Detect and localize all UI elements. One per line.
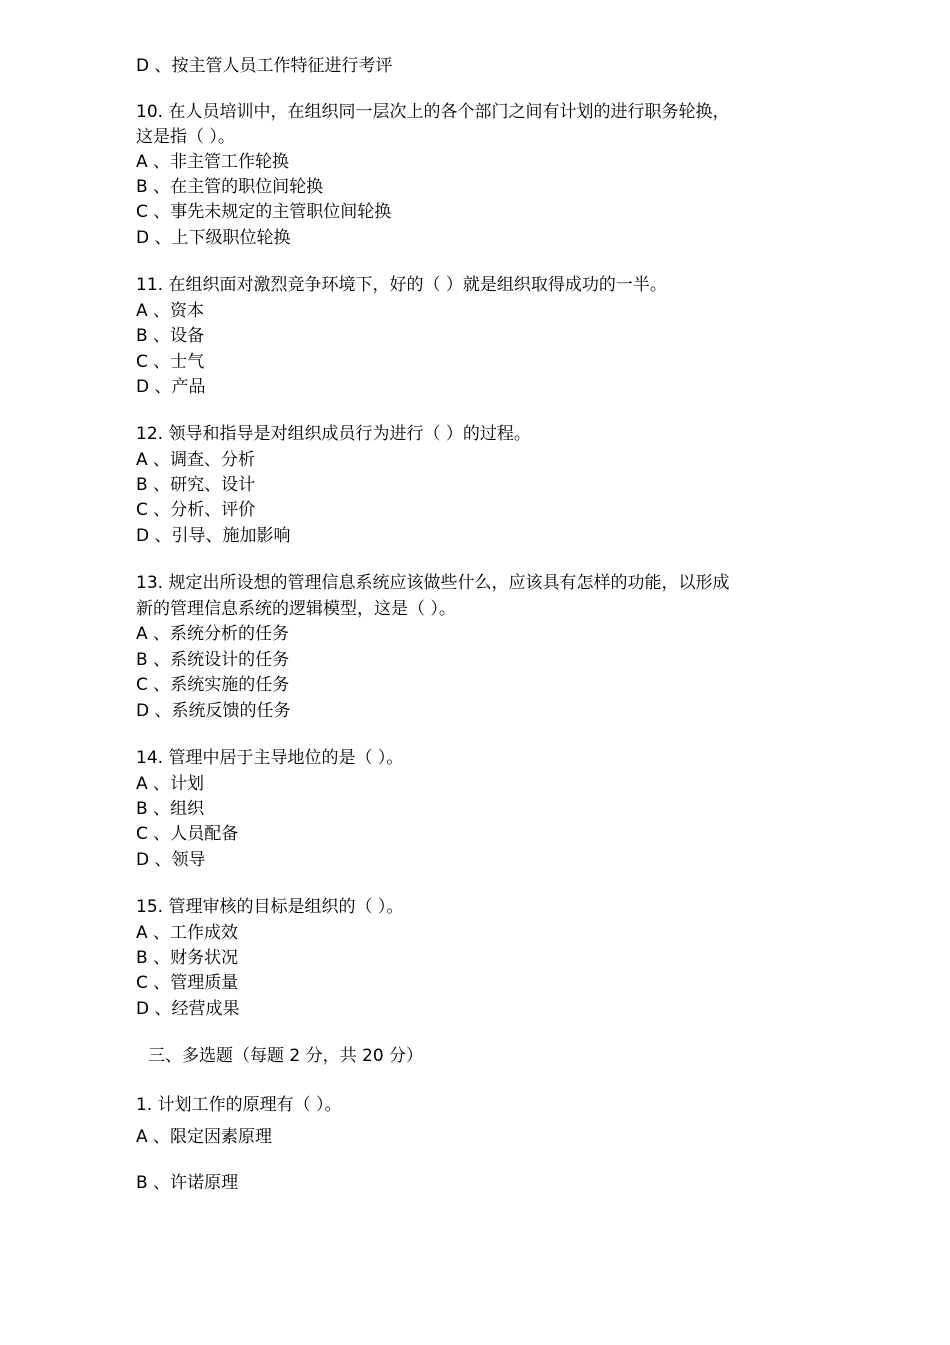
q13-option-c: C 、系统实施的任务 xyxy=(136,675,290,695)
q11-option-d: D 、产品 xyxy=(136,377,206,397)
q10-question-line1: 10. 在人员培训中，在组织同一层次上的各个部门之间有计划的进行职务轮换， xyxy=(136,102,730,122)
q10-option-a: A 、非主管工作轮换 xyxy=(136,152,290,172)
q10-option-c: C 、事先未规定的主管职位间轮换 xyxy=(136,202,392,222)
q9-option-d: D 、按主管人员工作特征进行考评 xyxy=(136,56,393,76)
q12-option-b: B 、研究、设计 xyxy=(136,475,256,495)
q14-option-c: C 、人员配备 xyxy=(136,824,239,844)
q14-option-d: D 、领导 xyxy=(136,850,206,870)
q13-option-a: A 、系统分析的任务 xyxy=(136,624,290,644)
q15-option-b: B 、财务状况 xyxy=(136,948,239,968)
q13-question-line1: 13. 规定出所设想的管理信息系统应该做些什么，应该具有怎样的功能，以形成 xyxy=(136,573,730,593)
q15-option-d: D 、经营成果 xyxy=(136,999,240,1019)
q10-question-line2: 这是指（ ）。 xyxy=(136,127,235,147)
q12-question: 12. 领导和指导是对组织成员行为进行（ ）的过程。 xyxy=(136,424,531,444)
q12-option-a: A 、调查、分析 xyxy=(136,450,256,470)
q15-option-c: C 、管理质量 xyxy=(136,973,239,993)
q10-option-b: B 、在主管的职位间轮换 xyxy=(136,177,324,197)
q14-option-b: B 、组织 xyxy=(136,799,205,819)
q12-option-c: C 、分析、评价 xyxy=(136,500,256,520)
q11-option-c: C 、士气 xyxy=(136,352,205,372)
q13-option-b: B 、系统设计的任务 xyxy=(136,650,290,670)
q12-option-d: D 、引导、施加影响 xyxy=(136,526,291,546)
mc-q1-option-a: A 、限定因素原理 xyxy=(136,1127,273,1147)
q10-option-d: D 、上下级职位轮换 xyxy=(136,228,291,248)
q11-question: 11. 在组织面对激烈竞争环境下，好的（ ）就是组织取得成功的一半。 xyxy=(136,275,667,295)
section-heading-multiple-choice: 三、多选题（每题 2 分，共 20 分） xyxy=(148,1046,424,1066)
q15-question: 15. 管理审核的目标是组织的（ ）。 xyxy=(136,897,404,917)
mc-q1-question: 1. 计划工作的原理有（ ）。 xyxy=(136,1095,342,1115)
q11-option-b: B 、设备 xyxy=(136,326,205,346)
q11-option-a: A 、资本 xyxy=(136,301,205,321)
q14-question: 14. 管理中居于主导地位的是（ ）。 xyxy=(136,748,404,768)
mc-q1-option-b: B 、许诺原理 xyxy=(136,1173,239,1193)
q13-option-d: D 、系统反馈的任务 xyxy=(136,701,291,721)
q15-option-a: A 、工作成效 xyxy=(136,923,239,943)
q13-question-line2: 新的管理信息系统的逻辑模型，这是（ ）。 xyxy=(136,599,456,619)
q14-option-a: A 、计划 xyxy=(136,774,205,794)
